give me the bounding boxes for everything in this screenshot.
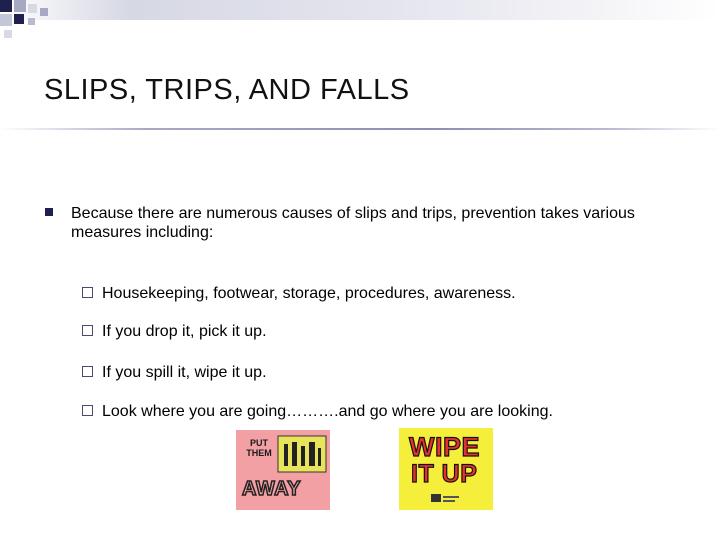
list-item-text: Look where you are going……….and go where you are looking. (102, 403, 553, 420)
list-item-text: If you drop it, pick it up. (102, 323, 267, 340)
slide-title: SLIPS, TRIPS, AND FALLS (44, 74, 410, 106)
logo-icon (431, 490, 461, 506)
title-band (0, 0, 720, 20)
poster-away-text: AWAY (242, 478, 302, 500)
poster-them-text: THEM (246, 448, 272, 458)
hollow-square-bullet-icon (82, 366, 93, 377)
put-them-away-poster (236, 430, 330, 510)
list-item-text: If you spill it, wipe it up. (102, 364, 267, 381)
poster-wipe-text: WIPE (409, 432, 481, 462)
hollow-square-bullet-icon (82, 287, 93, 298)
hollow-square-bullet-icon (82, 325, 93, 336)
square-bullet-icon (45, 208, 53, 216)
intro-text: Because there are numerous causes of slips and trips, prevention takes various measures including: (71, 205, 635, 241)
list-item-text: Housekeeping, footwear, storage, procedures, awareness. (102, 285, 516, 302)
wipe-it-up-poster (399, 428, 493, 510)
hollow-square-bullet-icon (82, 405, 93, 416)
poster-put-text: PUT (250, 438, 268, 448)
poster-it-up-text: IT UP (411, 460, 478, 488)
title-divider (0, 128, 720, 130)
tools-icon (276, 434, 328, 474)
